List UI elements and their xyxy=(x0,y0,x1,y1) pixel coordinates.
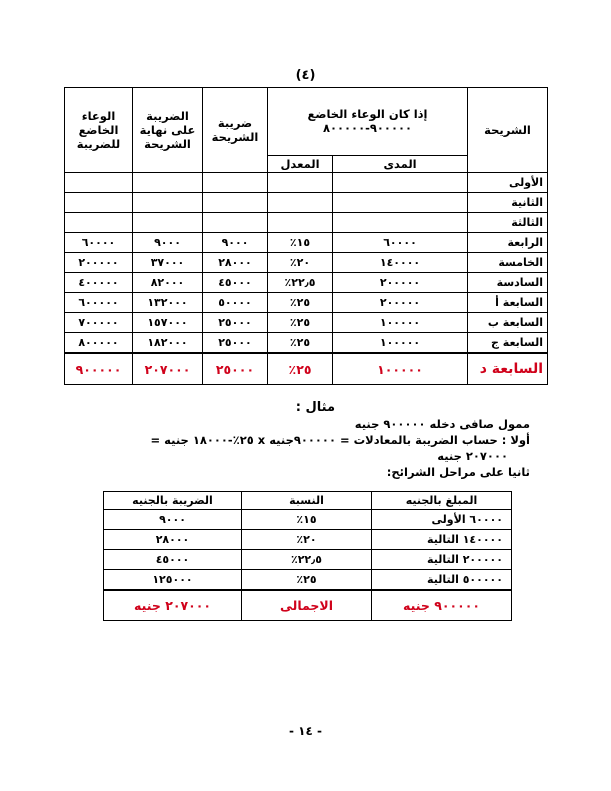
header-range: المدى xyxy=(333,155,468,172)
cell-cumulative-tax: ١٣٢٠٠٠ xyxy=(133,293,203,313)
cell-bracket-tax: ٥٠٠٠٠ xyxy=(203,293,268,313)
header-amount: المبلغ بالجنيه xyxy=(372,492,512,510)
example-line: ممول صافى دخله ٩٠٠٠٠٠ جنيه xyxy=(354,417,530,431)
cell-rate xyxy=(268,193,333,213)
cell-rate: ٢٠٪ xyxy=(268,253,333,273)
header-bracket-tax: ضريبة الشريحة xyxy=(203,88,268,173)
table-row-total xyxy=(104,590,512,621)
cell-cumulative-tax: ٨٢٠٠٠ xyxy=(133,273,203,293)
cell-bracket: السادسة xyxy=(468,273,548,293)
table-row xyxy=(104,550,512,570)
cell-amount: ٥٠٠٠٠٠ التالية xyxy=(372,570,512,591)
cell-bracket-tax: ٢٥٠٠٠ xyxy=(203,353,268,385)
table-row xyxy=(104,570,512,591)
cell-base: ٩٠٠٠٠٠ xyxy=(65,353,133,385)
cell-range xyxy=(333,213,468,233)
cell-cumulative-tax xyxy=(133,213,203,233)
cell-cumulative-tax: ٩٠٠٠ xyxy=(133,233,203,253)
header-taxable-range: ٩٠٠٠٠٠-٨٠٠٠٠٠ xyxy=(322,121,413,136)
cell-cumulative-tax: ١٥٧٠٠٠ xyxy=(133,313,203,333)
header-bracket: الشريحة xyxy=(468,88,548,173)
table-row xyxy=(65,313,548,333)
cell-bracket: الرابعة xyxy=(468,233,548,253)
header-taxable-base: الوعاء الخاضع للضريبة xyxy=(65,88,133,173)
table-row xyxy=(104,530,512,550)
cell-rate: ٢٢٫٥٪ xyxy=(242,550,372,570)
header-taxable-if-text: إذا كان الوعاء الخاضع xyxy=(307,107,428,122)
cell-range: ١٤٠٠٠٠ xyxy=(333,253,468,273)
cell-range: ١٠٠٠٠٠ xyxy=(333,313,468,333)
cell-rate: ٢٢٫٥٪ xyxy=(268,273,333,293)
cell-cumulative-tax: ٣٧٠٠٠ xyxy=(133,253,203,273)
cell-bracket: السابعة ب xyxy=(468,313,548,333)
cell-cumulative-tax: ١٨٢٠٠٠ xyxy=(133,333,203,354)
cell-bracket: السابعة أ xyxy=(468,293,548,313)
cell-range: ٢٠٠٠٠٠ xyxy=(333,293,468,313)
cell-rate: ٢٥٪ xyxy=(242,570,372,591)
cell-rate xyxy=(268,173,333,193)
cell-bracket-tax xyxy=(203,193,268,213)
cell-total-tax: ٢٠٧٠٠٠ جنيه xyxy=(104,590,242,621)
example-line: ثانيا على مراحل الشرائح: xyxy=(386,465,530,479)
cell-base: ٢٠٠٠٠٠ xyxy=(65,253,133,273)
header-cumulative-tax: الضريبة على نهاية الشريحة xyxy=(133,88,203,173)
stages-table xyxy=(103,491,512,621)
cell-total-label: الاجمالى xyxy=(242,590,372,621)
page-number: - ١٤ - xyxy=(289,724,322,738)
header-rate: المعدل xyxy=(268,155,333,172)
example-title: مثال : xyxy=(295,400,335,415)
cell-bracket: الخامسة xyxy=(468,253,548,273)
cell-bracket-tax: ٩٠٠٠ xyxy=(203,233,268,253)
cell-base: ٦٠٠٠٠ xyxy=(65,233,133,253)
cell-bracket-tax: ٢٥٠٠٠ xyxy=(203,333,268,354)
cell-range xyxy=(333,193,468,213)
cell-range xyxy=(333,173,468,193)
table-row xyxy=(65,273,548,293)
cell-cumulative-tax xyxy=(133,193,203,213)
cell-bracket: الأولى xyxy=(468,173,548,193)
example-line: ٢٠٧٠٠٠ جنيه xyxy=(437,449,508,463)
cell-rate: ١٥٪ xyxy=(242,510,372,530)
cell-base: ٤٠٠٠٠٠ xyxy=(65,273,133,293)
cell-base: ٨٠٠٠٠٠ xyxy=(65,333,133,354)
cell-rate: ٢٥٪ xyxy=(268,333,333,354)
table-row xyxy=(65,233,548,253)
cell-base: ٦٠٠٠٠٠ xyxy=(65,293,133,313)
cell-range: ١٠٠٠٠٠ xyxy=(333,353,468,385)
cell-total-amount: ٩٠٠٠٠٠ جنيه xyxy=(372,590,512,621)
cell-rate: ٢٥٪ xyxy=(268,353,333,385)
cell-tax: ١٢٥٠٠٠ xyxy=(104,570,242,591)
cell-bracket: السابعة ج xyxy=(468,333,548,354)
example-line: أولا : حساب الضريبة بالمعادلات = ٩٠٠٠٠٠جنيه x ٢٥٪-١٨٠٠٠ جنيه = xyxy=(150,433,530,447)
cell-rate: ٢٠٪ xyxy=(242,530,372,550)
table-row xyxy=(65,173,548,193)
cell-base xyxy=(65,173,133,193)
cell-bracket-tax: ٢٨٠٠٠ xyxy=(203,253,268,273)
cell-bracket: الثانية xyxy=(468,193,548,213)
table-row xyxy=(65,333,548,354)
header-tax: الضريبة بالجنيه xyxy=(104,492,242,510)
header-rate: النسبة xyxy=(242,492,372,510)
cell-bracket-tax: ٢٥٠٠٠ xyxy=(203,313,268,333)
cell-rate xyxy=(268,213,333,233)
cell-base xyxy=(65,213,133,233)
table-row-highlight xyxy=(65,353,548,385)
cell-bracket-tax xyxy=(203,213,268,233)
cell-amount: ٢٠٠٠٠٠ التالية xyxy=(372,550,512,570)
cell-amount: ٦٠٠٠٠ الأولى xyxy=(372,510,512,530)
table-row xyxy=(65,193,548,213)
table-row xyxy=(65,293,548,313)
cell-tax: ٢٨٠٠٠ xyxy=(104,530,242,550)
section-label: (٤) xyxy=(295,68,316,83)
cell-tax: ٤٥٠٠٠ xyxy=(104,550,242,570)
cell-bracket: الثالثة xyxy=(468,213,548,233)
table-row xyxy=(65,253,548,273)
cell-range: ١٠٠٠٠٠ xyxy=(333,333,468,354)
cell-cumulative-tax: ٢٠٧٠٠٠ xyxy=(133,353,203,385)
cell-base xyxy=(65,193,133,213)
table-row xyxy=(104,510,512,530)
stages-table-header xyxy=(104,492,512,510)
example-section xyxy=(60,400,530,480)
cell-bracket-tax: ٤٥٠٠٠ xyxy=(203,273,268,293)
table-row xyxy=(65,213,548,233)
cell-bracket: السابعة د xyxy=(468,353,548,385)
cell-rate: ٢٥٪ xyxy=(268,293,333,313)
cell-range: ٦٠٠٠٠ xyxy=(333,233,468,253)
cell-tax: ٩٠٠٠ xyxy=(104,510,242,530)
bracket-table xyxy=(64,87,548,385)
cell-cumulative-tax xyxy=(133,173,203,193)
cell-rate: ١٥٪ xyxy=(268,233,333,253)
cell-rate: ٢٥٪ xyxy=(268,313,333,333)
cell-bracket-tax xyxy=(203,173,268,193)
cell-base: ٧٠٠٠٠٠ xyxy=(65,313,133,333)
cell-amount: ١٤٠٠٠٠ التالية xyxy=(372,530,512,550)
bracket-table-header xyxy=(65,88,548,156)
cell-range: ٢٠٠٠٠٠ xyxy=(333,273,468,293)
header-taxable-if xyxy=(268,88,468,156)
